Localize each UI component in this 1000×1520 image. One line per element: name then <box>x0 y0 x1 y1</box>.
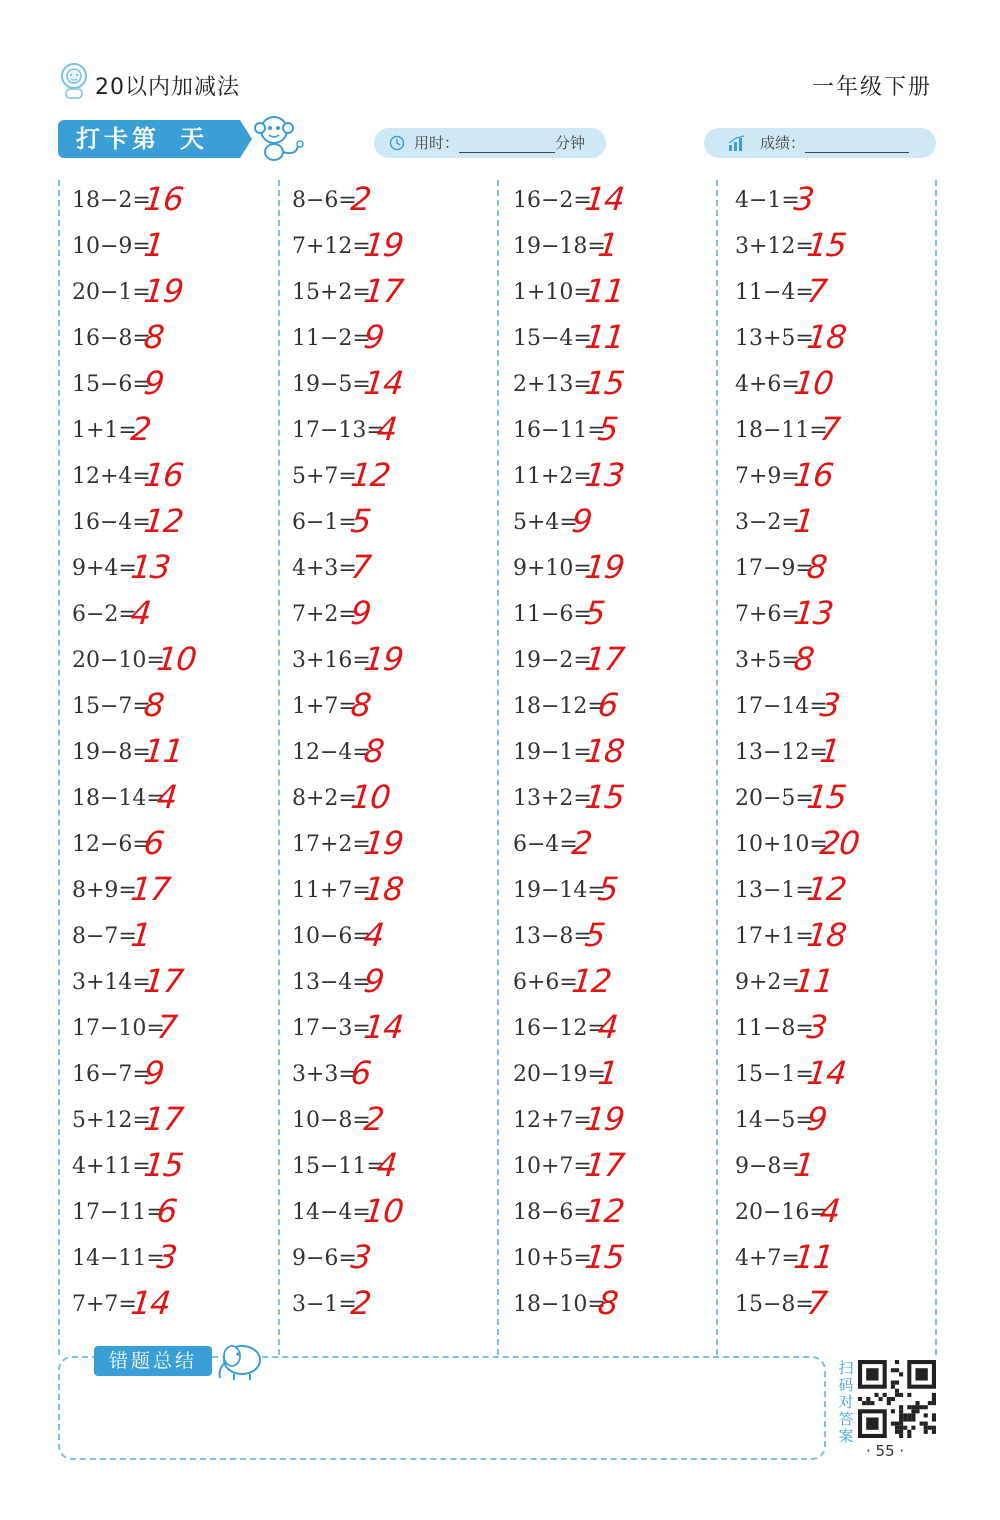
handwritten-answer[interactable]: 3 <box>805 1008 829 1046</box>
problem-question: 15−8= <box>735 1292 814 1317</box>
problem-question: 10−8= <box>292 1108 371 1133</box>
handwritten-answer[interactable]: 11 <box>583 318 626 356</box>
handwritten-answer[interactable]: 12 <box>583 1192 626 1230</box>
problem-question: 19−5= <box>292 372 371 397</box>
problem-question: 2+13= <box>513 372 592 397</box>
problem-question: 19−18= <box>513 234 606 259</box>
problem-question: 17+2= <box>292 832 371 857</box>
problem-question: 9−6= <box>292 1246 357 1271</box>
handwritten-answer[interactable]: 9 <box>805 1100 829 1138</box>
problem-question: 4+11= <box>72 1154 151 1179</box>
problem-question: 9−8= <box>735 1154 800 1179</box>
handwritten-answer[interactable]: 3 <box>791 180 816 218</box>
page-number: · 55 · <box>866 1442 905 1460</box>
mistake-summary-label: 错题总结 <box>94 1346 212 1376</box>
handwritten-answer[interactable]: 17 <box>142 1100 185 1138</box>
handwritten-answer[interactable]: 15 <box>142 1146 185 1184</box>
handwritten-answer[interactable]: 10 <box>348 778 392 816</box>
problem-question: 15−7= <box>72 694 151 719</box>
problem-question: 16−2= <box>513 188 592 213</box>
handwritten-answer[interactable]: 3 <box>348 1238 373 1276</box>
handwritten-answer[interactable]: 5 <box>348 502 373 540</box>
problem-question: 6−4= <box>513 832 578 857</box>
handwritten-answer[interactable]: 5 <box>596 410 620 448</box>
time-label: 用时： <box>414 134 460 152</box>
checkin-banner <box>58 120 240 158</box>
problem-question: 11−8= <box>735 1016 814 1041</box>
problem-question: 14−11= <box>72 1246 165 1271</box>
checkin-label: 打卡第 <box>76 125 160 153</box>
problem-question: 19−2= <box>513 648 592 673</box>
problem-question: 15−11= <box>292 1154 385 1179</box>
problem-question: 17+1= <box>735 924 814 949</box>
handwritten-answer[interactable]: 13 <box>583 456 626 494</box>
problem-question: 20−1= <box>72 280 151 305</box>
handwritten-answer[interactable]: 17 <box>583 640 626 678</box>
problem-question: 18−6= <box>513 1200 592 1225</box>
checkin-day-label: 天 <box>180 125 208 153</box>
problem-question: 14−4= <box>292 1200 371 1225</box>
problem-question: 7+2= <box>292 602 357 627</box>
handwritten-answer[interactable]: 7 <box>155 1008 179 1046</box>
handwritten-answer[interactable]: 4 <box>596 1008 620 1046</box>
problem-question: 17−3= <box>292 1016 371 1041</box>
problem-question: 3+16= <box>292 648 371 673</box>
handwritten-answer[interactable]: 6 <box>142 824 166 862</box>
handwritten-answer[interactable]: 18 <box>362 870 405 908</box>
handwritten-answer[interactable]: 15 <box>583 1238 626 1276</box>
problem-question: 15+2= <box>292 280 371 305</box>
problem-question: 13−8= <box>513 924 592 949</box>
problem-question: 17−14= <box>735 694 828 719</box>
handwritten-answer[interactable]: 13 <box>128 548 172 586</box>
handwritten-answer[interactable]: 17 <box>583 1146 626 1184</box>
handwritten-answer[interactable]: 11 <box>791 962 835 1000</box>
problem-question: 11+7= <box>292 878 371 903</box>
handwritten-answer[interactable]: 5 <box>583 916 607 954</box>
problem-question: 20−19= <box>513 1062 606 1087</box>
handwritten-answer[interactable]: 6 <box>155 1192 179 1230</box>
problem-question: 9+2= <box>735 970 800 995</box>
column-divider <box>278 180 280 1355</box>
problem-question: 18−12= <box>513 694 606 719</box>
column-border <box>58 180 60 1355</box>
handwritten-answer[interactable]: 15 <box>583 778 626 816</box>
problem-question: 12+7= <box>513 1108 592 1133</box>
problem-question: 14−5= <box>735 1108 814 1133</box>
handwritten-answer[interactable]: 17 <box>142 962 185 1000</box>
column-divider <box>716 180 718 1355</box>
lion-logo-icon <box>58 62 90 100</box>
problem-question: 3−1= <box>292 1292 357 1317</box>
problem-question: 7+7= <box>72 1292 137 1317</box>
problem-question: 4+7= <box>735 1246 800 1271</box>
qr-caption: 扫码对答案 <box>838 1359 854 1445</box>
problem-question: 1+1= <box>72 418 137 443</box>
problem-question: 20−5= <box>735 786 814 811</box>
handwritten-answer[interactable]: 6 <box>596 686 620 724</box>
problem-question: 13+2= <box>513 786 592 811</box>
handwritten-answer[interactable]: 9 <box>362 318 386 356</box>
problem-question: 5+7= <box>292 464 357 489</box>
problem-question: 3−2= <box>735 510 800 535</box>
problem-question: 13−12= <box>735 740 828 765</box>
problem-question: 4+3= <box>292 556 357 581</box>
problem-question: 3+5= <box>735 648 800 673</box>
problem-question: 9+4= <box>72 556 137 581</box>
problem-question: 17−10= <box>72 1016 165 1041</box>
handwritten-answer[interactable]: 7 <box>805 1284 829 1322</box>
clock-icon <box>388 135 406 151</box>
problem-question: 15−6= <box>72 372 151 397</box>
handwritten-answer[interactable]: 2 <box>348 1284 373 1322</box>
handwritten-answer[interactable]: 8 <box>348 686 373 724</box>
handwritten-answer[interactable]: 11 <box>142 732 185 770</box>
handwritten-answer[interactable]: 4 <box>375 410 399 448</box>
handwritten-answer[interactable]: 8 <box>362 732 386 770</box>
problem-question: 6−2= <box>72 602 137 627</box>
handwritten-answer[interactable]: 10 <box>155 640 198 678</box>
problem-question: 3+12= <box>735 234 814 259</box>
handwritten-answer[interactable]: 2 <box>348 180 373 218</box>
elephant-icon <box>212 1338 268 1382</box>
problem-question: 7+6= <box>735 602 800 627</box>
handwritten-answer[interactable]: 14 <box>362 1008 405 1046</box>
handwritten-answer[interactable]: 4 <box>375 1146 399 1184</box>
handwritten-answer[interactable]: 10 <box>362 1192 405 1230</box>
problem-question: 17−11= <box>72 1200 165 1225</box>
problem-question: 10+5= <box>513 1246 592 1271</box>
handwritten-answer[interactable]: 6 <box>348 1054 373 1092</box>
handwritten-answer[interactable]: 18 <box>583 732 626 770</box>
problem-question: 13−4= <box>292 970 371 995</box>
handwritten-answer[interactable]: 3 <box>155 1238 179 1276</box>
handwritten-answer[interactable]: 14 <box>128 1284 172 1322</box>
grade-label: 一年级下册 <box>811 75 932 100</box>
score-label: 成绩： <box>760 134 806 152</box>
problem-question: 12+4= <box>72 464 151 489</box>
time-field <box>374 128 606 158</box>
handwritten-answer[interactable]: 17 <box>128 870 172 908</box>
problem-question: 17−9= <box>735 556 814 581</box>
handwritten-answer[interactable]: 7 <box>805 272 829 310</box>
handwritten-answer[interactable]: 12 <box>569 962 613 1000</box>
monkey-icon <box>250 112 306 164</box>
handwritten-answer[interactable]: 1 <box>791 1146 816 1184</box>
problem-question: 7+12= <box>292 234 371 259</box>
handwritten-answer[interactable]: 2 <box>128 410 153 448</box>
handwritten-answer[interactable]: 18 <box>805 916 848 954</box>
problem-question: 10−6= <box>292 924 371 949</box>
handwritten-answer[interactable]: 9 <box>142 364 166 402</box>
handwritten-answer[interactable]: 1 <box>128 916 153 954</box>
handwritten-answer[interactable]: 14 <box>583 180 626 218</box>
handwritten-answer[interactable]: 4 <box>362 916 386 954</box>
bar-chart-icon <box>728 135 746 151</box>
time-unit: 分钟 <box>555 134 586 152</box>
problem-question: 5+4= <box>513 510 578 535</box>
handwritten-answer[interactable]: 12 <box>348 456 392 494</box>
handwritten-answer[interactable]: 7 <box>818 410 842 448</box>
handwritten-answer[interactable]: 5 <box>596 870 620 908</box>
handwritten-answer[interactable]: 16 <box>791 456 835 494</box>
problem-question: 12−6= <box>72 832 151 857</box>
handwritten-answer[interactable]: 8 <box>805 548 829 586</box>
handwritten-answer[interactable]: 9 <box>348 594 373 632</box>
problem-question: 18−10= <box>513 1292 606 1317</box>
problem-question: 8−6= <box>292 188 357 213</box>
handwritten-answer[interactable]: 16 <box>142 180 185 218</box>
score-blank[interactable] <box>805 134 909 153</box>
handwritten-answer[interactable]: 11 <box>791 1238 835 1276</box>
handwritten-answer[interactable]: 17 <box>362 272 405 310</box>
problem-question: 11+2= <box>513 464 592 489</box>
problem-question: 11−6= <box>513 602 592 627</box>
handwritten-answer[interactable]: 15 <box>583 364 626 402</box>
handwritten-answer[interactable]: 8 <box>142 686 166 724</box>
handwritten-answer[interactable]: 15 <box>805 226 848 264</box>
problem-question: 5+12= <box>72 1108 151 1133</box>
problem-question: 16−7= <box>72 1062 151 1087</box>
problem-question: 19−14= <box>513 878 606 903</box>
problem-question: 4−1= <box>735 188 800 213</box>
problem-question: 16−12= <box>513 1016 606 1041</box>
column-border <box>935 180 937 1355</box>
handwritten-answer[interactable]: 1 <box>596 1054 620 1092</box>
problem-question: 13−1= <box>735 878 814 903</box>
handwritten-answer[interactable]: 3 <box>818 686 842 724</box>
handwritten-answer[interactable]: 19 <box>362 226 405 264</box>
problem-question: 9+10= <box>513 556 592 581</box>
handwritten-answer[interactable]: 2 <box>362 1100 386 1138</box>
handwritten-answer[interactable]: 12 <box>805 870 848 908</box>
handwritten-answer[interactable]: 1 <box>791 502 816 540</box>
handwritten-answer[interactable]: 13 <box>791 594 835 632</box>
problem-question: 16−4= <box>72 510 151 535</box>
handwritten-answer[interactable]: 9 <box>142 1054 166 1092</box>
problem-question: 20−10= <box>72 648 165 673</box>
problem-question: 10−9= <box>72 234 151 259</box>
handwritten-answer[interactable]: 14 <box>362 364 405 402</box>
problem-question: 17−13= <box>292 418 385 443</box>
handwritten-answer[interactable]: 12 <box>142 502 185 540</box>
problem-question: 6−1= <box>292 510 357 535</box>
book-title: 20以内加减法 <box>95 75 240 100</box>
handwritten-answer[interactable]: 19 <box>362 640 405 678</box>
problem-question: 15−1= <box>735 1062 814 1087</box>
handwritten-answer[interactable]: 1 <box>142 226 166 264</box>
handwritten-answer[interactable]: 1 <box>596 226 620 264</box>
problem-question: 3+3= <box>292 1062 357 1087</box>
handwritten-answer[interactable]: 8 <box>142 318 166 356</box>
problem-question: 15−4= <box>513 326 592 351</box>
problem-question: 18−2= <box>72 188 151 213</box>
handwritten-answer[interactable]: 4 <box>128 594 153 632</box>
handwritten-answer[interactable]: 20 <box>818 824 861 862</box>
problem-question: 11−4= <box>735 280 814 305</box>
handwritten-answer[interactable]: 10 <box>791 364 835 402</box>
problem-question: 20−16= <box>735 1200 828 1225</box>
column-divider <box>497 180 499 1355</box>
handwritten-answer[interactable]: 2 <box>569 824 594 862</box>
problem-question: 16−8= <box>72 326 151 351</box>
problem-question: 10+7= <box>513 1154 592 1179</box>
problem-question: 1+10= <box>513 280 592 305</box>
handwritten-answer[interactable]: 8 <box>596 1284 620 1322</box>
problem-question: 8−7= <box>72 924 137 949</box>
handwritten-answer[interactable]: 19 <box>583 548 626 586</box>
problem-question: 18−14= <box>72 786 165 811</box>
problem-question: 8+9= <box>72 878 137 903</box>
problem-question: 19−1= <box>513 740 592 765</box>
problem-question: 10+10= <box>735 832 828 857</box>
handwritten-answer[interactable]: 16 <box>142 456 185 494</box>
problem-question: 13+5= <box>735 326 814 351</box>
problem-question: 12−4= <box>292 740 371 765</box>
qr-code-icon[interactable] <box>858 1360 936 1438</box>
handwritten-answer[interactable]: 11 <box>583 272 626 310</box>
handwritten-answer[interactable]: 4 <box>818 1192 842 1230</box>
handwritten-answer[interactable]: 5 <box>583 594 607 632</box>
handwritten-answer[interactable]: 19 <box>362 824 405 862</box>
handwritten-answer[interactable]: 18 <box>805 318 848 356</box>
problem-question: 19−8= <box>72 740 151 765</box>
problem-question: 3+14= <box>72 970 151 995</box>
problem-question: 6+6= <box>513 970 578 995</box>
problem-question: 8+2= <box>292 786 357 811</box>
score-field <box>704 128 936 158</box>
handwritten-answer[interactable]: 14 <box>805 1054 848 1092</box>
problem-question: 7+9= <box>735 464 800 489</box>
handwritten-answer[interactable]: 19 <box>142 272 185 310</box>
problem-question: 11−2= <box>292 326 371 351</box>
problem-question: 4+6= <box>735 372 800 397</box>
problem-question: 18−11= <box>735 418 828 443</box>
handwritten-answer[interactable]: 9 <box>569 502 594 540</box>
handwritten-answer[interactable]: 19 <box>583 1100 626 1138</box>
problem-question: 1+7= <box>292 694 357 719</box>
handwritten-answer[interactable]: 8 <box>791 640 816 678</box>
problem-question: 16−11= <box>513 418 606 443</box>
time-blank[interactable] <box>459 134 555 153</box>
handwritten-answer[interactable]: 4 <box>155 778 179 816</box>
handwritten-answer[interactable]: 9 <box>362 962 386 1000</box>
handwritten-answer[interactable]: 15 <box>805 778 848 816</box>
handwritten-answer[interactable]: 1 <box>818 732 842 770</box>
handwritten-answer[interactable]: 7 <box>348 548 373 586</box>
